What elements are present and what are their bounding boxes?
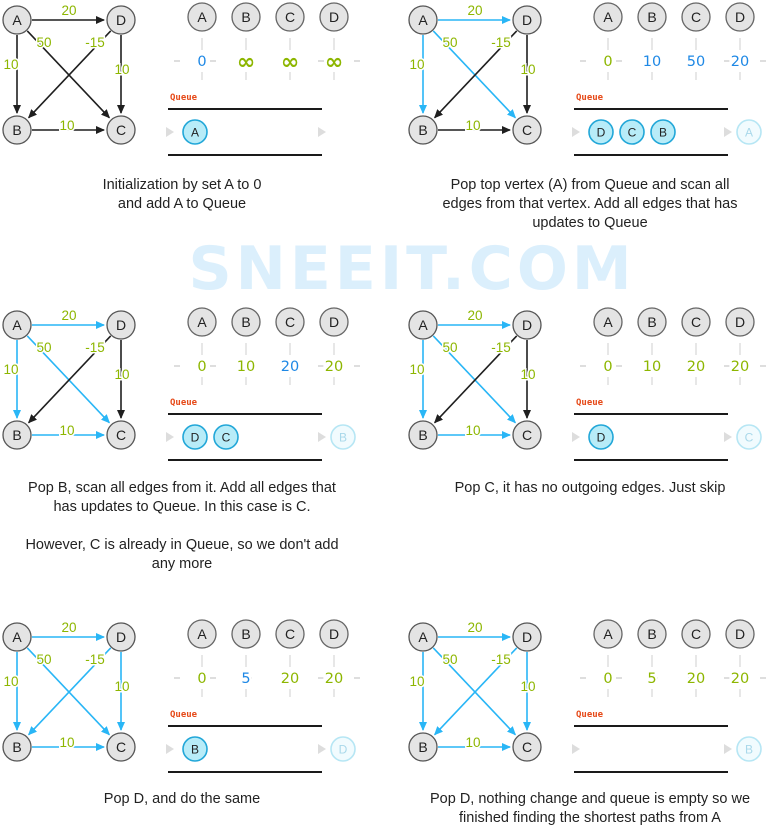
dist-header-c-label: C [690,314,702,331]
graph-node-b-label: B [418,739,428,756]
dist-value-b: 5 [241,671,251,687]
graph-node-d-label: D [521,629,533,646]
graph-node-c-label: C [521,739,533,756]
edge-weight-ad: 20 [61,620,77,635]
step-caption-4 [410,479,768,498]
distance-table [578,3,768,80]
dist-value-c: 20 [686,671,706,687]
dist-value-b: 10 [642,359,662,375]
edge-weight-ab: 10 [3,57,19,72]
dist-header-b-label: B [647,314,657,331]
graph-node-d-label: D [115,12,127,29]
caption-line: finished finding the shortest paths from A [459,810,721,826]
queue [166,398,355,460]
graph [409,308,541,449]
graph-node-c-label: C [115,122,127,139]
dist-value-c: 20 [686,359,706,375]
edge-weight-ad: 20 [467,620,483,635]
queue-entry-arrow-icon [572,127,580,137]
dist-header-d-label: D [734,314,746,331]
queue-item-d-label: D [596,430,606,445]
graph-node-d-label: D [115,317,127,334]
edge-weight-db: -15 [85,652,105,667]
dist-value-a: 0 [603,359,613,375]
graph-node-b-label: B [418,122,428,139]
graph-node-c-label: C [521,122,533,139]
edge-weight-dc: 10 [114,62,130,77]
edge-weight-ad: 20 [467,308,483,323]
edge-weight-ad: 20 [61,3,77,18]
queue-item-c-label: C [221,430,231,445]
caption-line: any more [151,556,213,572]
queue-label: Queue [576,398,604,408]
step-panel-5 [3,620,362,772]
edge-weight-bc: 10 [59,423,75,438]
dist-value-c: 20 [280,359,300,375]
dist-value-a: 0 [603,54,613,70]
dist-header-d-label: D [328,314,340,331]
dist-value-b: 10 [642,54,662,70]
graph-node-a-label: A [12,317,22,334]
dist-value-c: 20 [280,671,300,687]
graph-node-a-label: A [418,629,428,646]
edge-weight-ab: 10 [3,674,19,689]
dist-header-d-label: D [328,626,340,643]
queue [572,710,761,772]
dist-value-a: 0 [197,359,207,375]
edge-weight-dc: 10 [520,62,536,77]
graph-node-a-label: A [12,12,22,29]
queue-item-d-label: D [190,430,200,445]
graph-node-d-label: D [521,317,533,334]
caption-line: Initialization by set A to 0 [102,177,262,193]
edge-weight-ac: 50 [36,340,52,355]
graph-node-b-label: B [418,427,428,444]
queue-item-b-label: B [190,742,200,757]
edge-weight-bc: 10 [465,735,481,750]
queue-entry-arrow-icon [166,432,174,442]
queue-entry-arrow-icon [166,127,174,137]
edge-weight-db: -15 [85,35,105,50]
dist-header-d-label: D [328,9,340,26]
popped-item-label: B [744,742,754,757]
edge-weight-dc: 10 [520,367,536,382]
edge-weight-bc: 10 [59,735,75,750]
edge-weight-ac: 50 [36,652,52,667]
dist-header-b-label: B [647,626,657,643]
queue-label: Queue [170,93,198,103]
dist-header-c-label: C [690,9,702,26]
queue-label: Queue [576,710,604,720]
graph-node-a-label: A [418,317,428,334]
popped-item-label: A [744,125,754,140]
queue [572,398,761,460]
dist-header-b-label: B [241,626,251,643]
queue [166,93,326,155]
caption-line: and add A to Queue [117,196,247,212]
queue-item-d-label: D [596,125,606,140]
graph-node-d-label: D [115,629,127,646]
dist-value-a: 0 [197,671,207,687]
caption-line: Pop D, and do the same [103,791,261,807]
caption-spacer [2,517,362,536]
edge-weight-ab: 10 [409,57,425,72]
edge-weight-db: -15 [85,340,105,355]
dist-value-b: 10 [236,359,256,375]
caption-line: Pop top vertex (A) from Queue and scan all [450,177,730,193]
edge-weight-ad: 20 [467,3,483,18]
graph-node-c-label: C [115,427,127,444]
queue-entry-arrow-icon [572,744,580,754]
edge-weight-db: -15 [491,652,511,667]
caption-line: updates to Queue [532,215,648,231]
dist-header-c-label: C [284,314,296,331]
graph-node-b-label: B [12,427,22,444]
caption-line: has updates to Queue. In this case is C. [53,499,311,515]
dist-value-d: ∞ [324,50,344,75]
popped-item-label: D [338,742,348,757]
distance-table [172,308,362,385]
dist-header-b-label: B [647,9,657,26]
edge-weight-dc: 10 [114,367,130,382]
queue-label: Queue [576,93,604,103]
edge-weight-ad: 20 [61,308,77,323]
graph-node-a-label: A [418,12,428,29]
dist-value-d: 20 [730,54,750,70]
distance-table [172,620,362,697]
dist-header-d-label: D [734,9,746,26]
step-panel-2 [409,3,768,155]
graph-node-b-label: B [12,122,22,139]
dist-header-a-label: A [603,626,613,643]
edge-weight-bc: 10 [465,423,481,438]
distance-table [578,620,768,697]
dist-header-a-label: A [197,626,207,643]
graph [3,620,135,761]
edge-weight-dc: 10 [114,679,130,694]
popped-item-label: C [744,430,754,445]
step-panel-6 [409,620,768,772]
step-caption-3 [2,479,362,574]
queue-exit-arrow-icon [724,432,732,442]
dist-header-d-label: D [734,626,746,643]
dist-value-d: 20 [324,359,344,375]
dist-value-c: 50 [686,54,706,70]
dist-value-d: 20 [730,671,750,687]
edge-weight-ac: 50 [36,35,52,50]
step-caption-2 [410,176,768,233]
queue-label: Queue [170,710,198,720]
queue [572,93,761,155]
step-caption-5 [2,790,362,809]
popped-item-label: B [338,430,348,445]
caption-line: However, C is already in Queue, so we don't add [25,537,339,553]
queue-item-b-label: B [658,125,668,140]
queue-exit-arrow-icon [724,744,732,754]
graph-node-a-label: A [12,629,22,646]
graph-node-b-label: B [12,739,22,756]
edge-weight-ab: 10 [409,362,425,377]
caption-line: Pop D, nothing change and queue is empty so we [429,791,751,807]
step-caption-6 [410,790,768,828]
queue-label: Queue [170,398,198,408]
graph-node-d-label: D [521,12,533,29]
queue-entry-arrow-icon [572,432,580,442]
caption-line: Pop B, scan all edges from it. Add all edges that [28,480,336,496]
dist-value-c: ∞ [280,50,300,75]
queue-exit-arrow-icon [724,127,732,137]
step-panel-3 [3,308,362,460]
edge-weight-ab: 10 [409,674,425,689]
edge-weight-bc: 10 [465,118,481,133]
graph [409,620,541,761]
edge-weight-ac: 50 [442,340,458,355]
dist-value-b: 5 [647,671,657,687]
dist-header-c-label: C [284,626,296,643]
graph-node-c-label: C [521,427,533,444]
graph [409,3,541,144]
step-caption-1 [2,176,362,214]
dist-header-c-label: C [284,9,296,26]
edge-weight-ac: 50 [442,652,458,667]
dist-header-b-label: B [241,314,251,331]
queue-exit-arrow-icon [318,744,326,754]
distance-table [578,308,768,385]
dist-header-b-label: B [241,9,251,26]
dist-value-a: 0 [603,671,613,687]
edge-weight-dc: 10 [520,679,536,694]
distance-table [172,3,362,80]
queue [166,710,355,772]
dist-header-a-label: A [197,314,207,331]
queue-item-c-label: C [627,125,637,140]
queue-exit-arrow-icon [318,127,326,137]
dist-value-d: 20 [324,671,344,687]
dist-header-c-label: C [690,626,702,643]
graph [3,308,135,449]
edge-weight-db: -15 [491,340,511,355]
dist-value-b: ∞ [236,50,256,75]
caption-line: edges from that vertex. Add all edges that has [442,196,738,212]
dist-header-a-label: A [197,9,207,26]
edge-weight-bc: 10 [59,118,75,133]
edge-weight-ac: 50 [442,35,458,50]
queue-entry-arrow-icon [166,744,174,754]
dist-header-a-label: A [603,314,613,331]
step-panel-4 [409,308,768,460]
caption-line: Pop C, it has no outgoing edges. Just skip [454,480,726,496]
graph [3,3,135,144]
watermark-text: SNEEIT.COM [188,234,636,304]
queue-exit-arrow-icon [318,432,326,442]
dist-value-a: 0 [197,54,207,70]
dist-header-a-label: A [603,9,613,26]
edge-weight-ab: 10 [3,362,19,377]
dist-value-d: 20 [730,359,750,375]
queue-item-a-label: A [190,125,200,140]
edge-weight-db: -15 [491,35,511,50]
step-panel-1 [3,3,362,155]
graph-node-c-label: C [115,739,127,756]
